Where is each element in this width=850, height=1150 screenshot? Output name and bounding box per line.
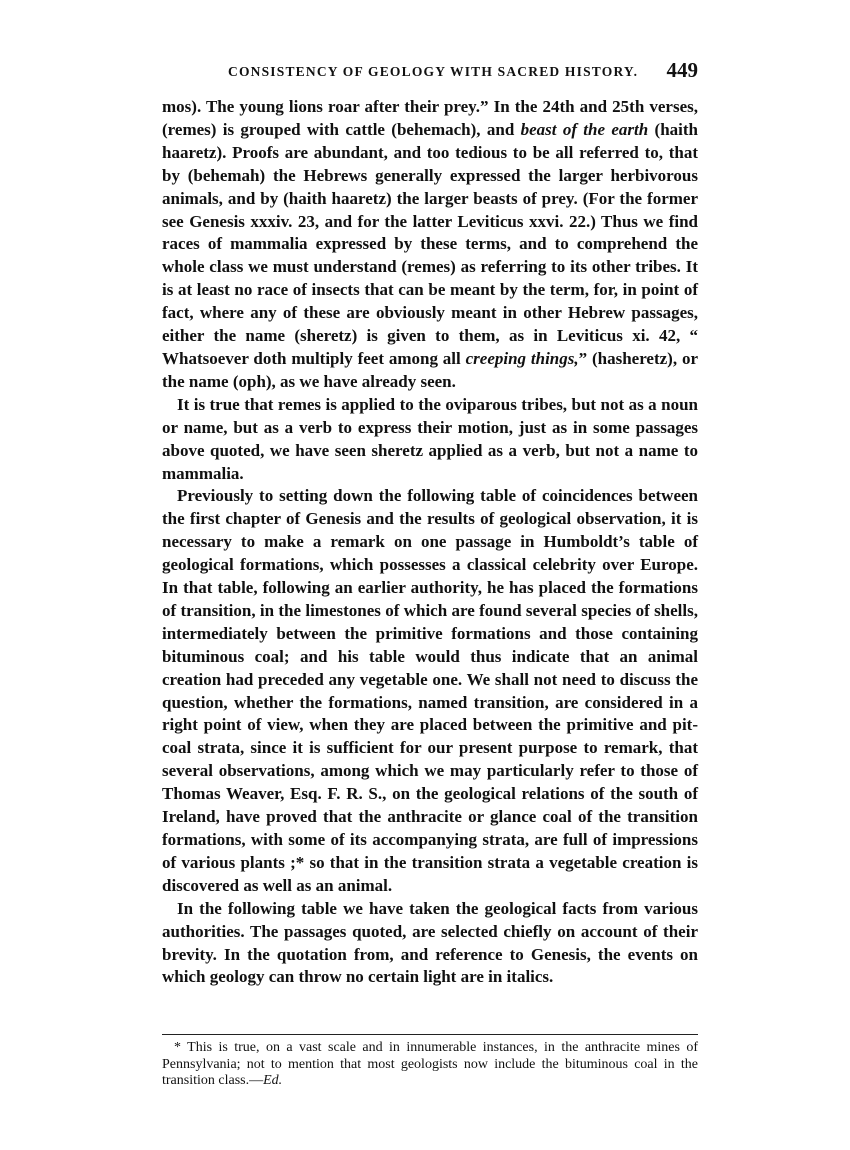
page-header [162,58,698,88]
italic-span: creeping things, [465,348,579,368]
paragraph-1 [162,96,698,394]
text-span: Previously to setting down the following table of coincidences between the first chapter of Genesis and the results of geological observation, it is necessary to make a remark on one passage in Humboldt’s table of geological formations, which possesses a classical celebrity over Europe. In that table, following an earlier authority, he has placed the formations of transition, in the limestones of which are found several species of shells, intermediately between the primitive formations and those containing bituminous coal; and his table would thus indicate that an animal creation had preceded any vegetable one. We shall not need to discuss the question, whether the formations, named transition, are considered in a right point of view, when they are placed between the primitive and pit-coal strata, since it is sufficient for our present purpose to remark, that several observations, among which we may particularly refer to those of Thomas Weaver, Esq. F. R. S., on the geological relations of the south of Ireland, have proved that the anthracite or glance coal of the transition formations, with some of its accompanying strata, are full of impressions of various plants ;* so that in the transition strata a vegetable creation is discovered as well as an animal. [162,486,698,895]
text-span: It is true that remes is applied to the oviparous tribes, but not as a noun or name, but as a verb to express their motion, just as in some passages above quoted, we have seen sheretz applied as a verb, but not a name to mammalia. [162,394,698,483]
paragraph-3 [162,485,698,897]
footnote-divider [162,1034,698,1035]
text-span: (haith haaretz). Proofs are abundant, and too tedious to be all referred to, that by (behemah) the Hebrews generally expressed the larger herbivorous animals, and by (haith haaretz) the larger beasts of prey. (For the former see Genesis xxxiv. 23, and for the latter Leviticus xxvi. 22.) Thus we find races of mammalia expressed by these terms, and to comprehend the whole class we must understand (remes) as referring to its other tribes. It is at least no race of insects that can be meant by the term, for, in point of fact, where any of these are obviously meant in other Hebrew passages, either the name (sheretz) is given to them, as in Leviticus xi. 42, “ Whatsoever doth multiply feet among all [162,119,698,368]
body-text [162,96,698,989]
paragraph-2 [162,394,698,486]
italic-span: beast of the earth [520,119,649,139]
text-span: * This is true, on a vast scale and in innumerable instances, in the anthracite mines of Pennsylvania; not to mention that most geologists now include the bituminous coal in the transition class.— [162,1040,698,1088]
paragraph-4 [162,898,698,990]
text-span: In the following table we have taken the geological facts from various authorities. The passages quoted, are selected chiefly on account of their brevity. In the quotation from, and reference to Genesis, the events on which geology can throw no certain light are in italics. [162,898,698,987]
footnote-text [162,1040,698,1090]
footnote [162,1040,698,1090]
page-number: 449 [666,58,698,82]
running-title: CONSISTENCY OF GEOLOGY WITH SACRED HISTORY. [228,64,639,79]
text-span: ” (hasheretz), or the name (oph), as we have already seen. [162,348,698,391]
italic-span: Ed. [263,1073,283,1088]
text-span: mos). The young lions roar after their prey.” In the 24th and 25th verses, (remes) is grouped with cattle (behemach), and [162,97,698,139]
